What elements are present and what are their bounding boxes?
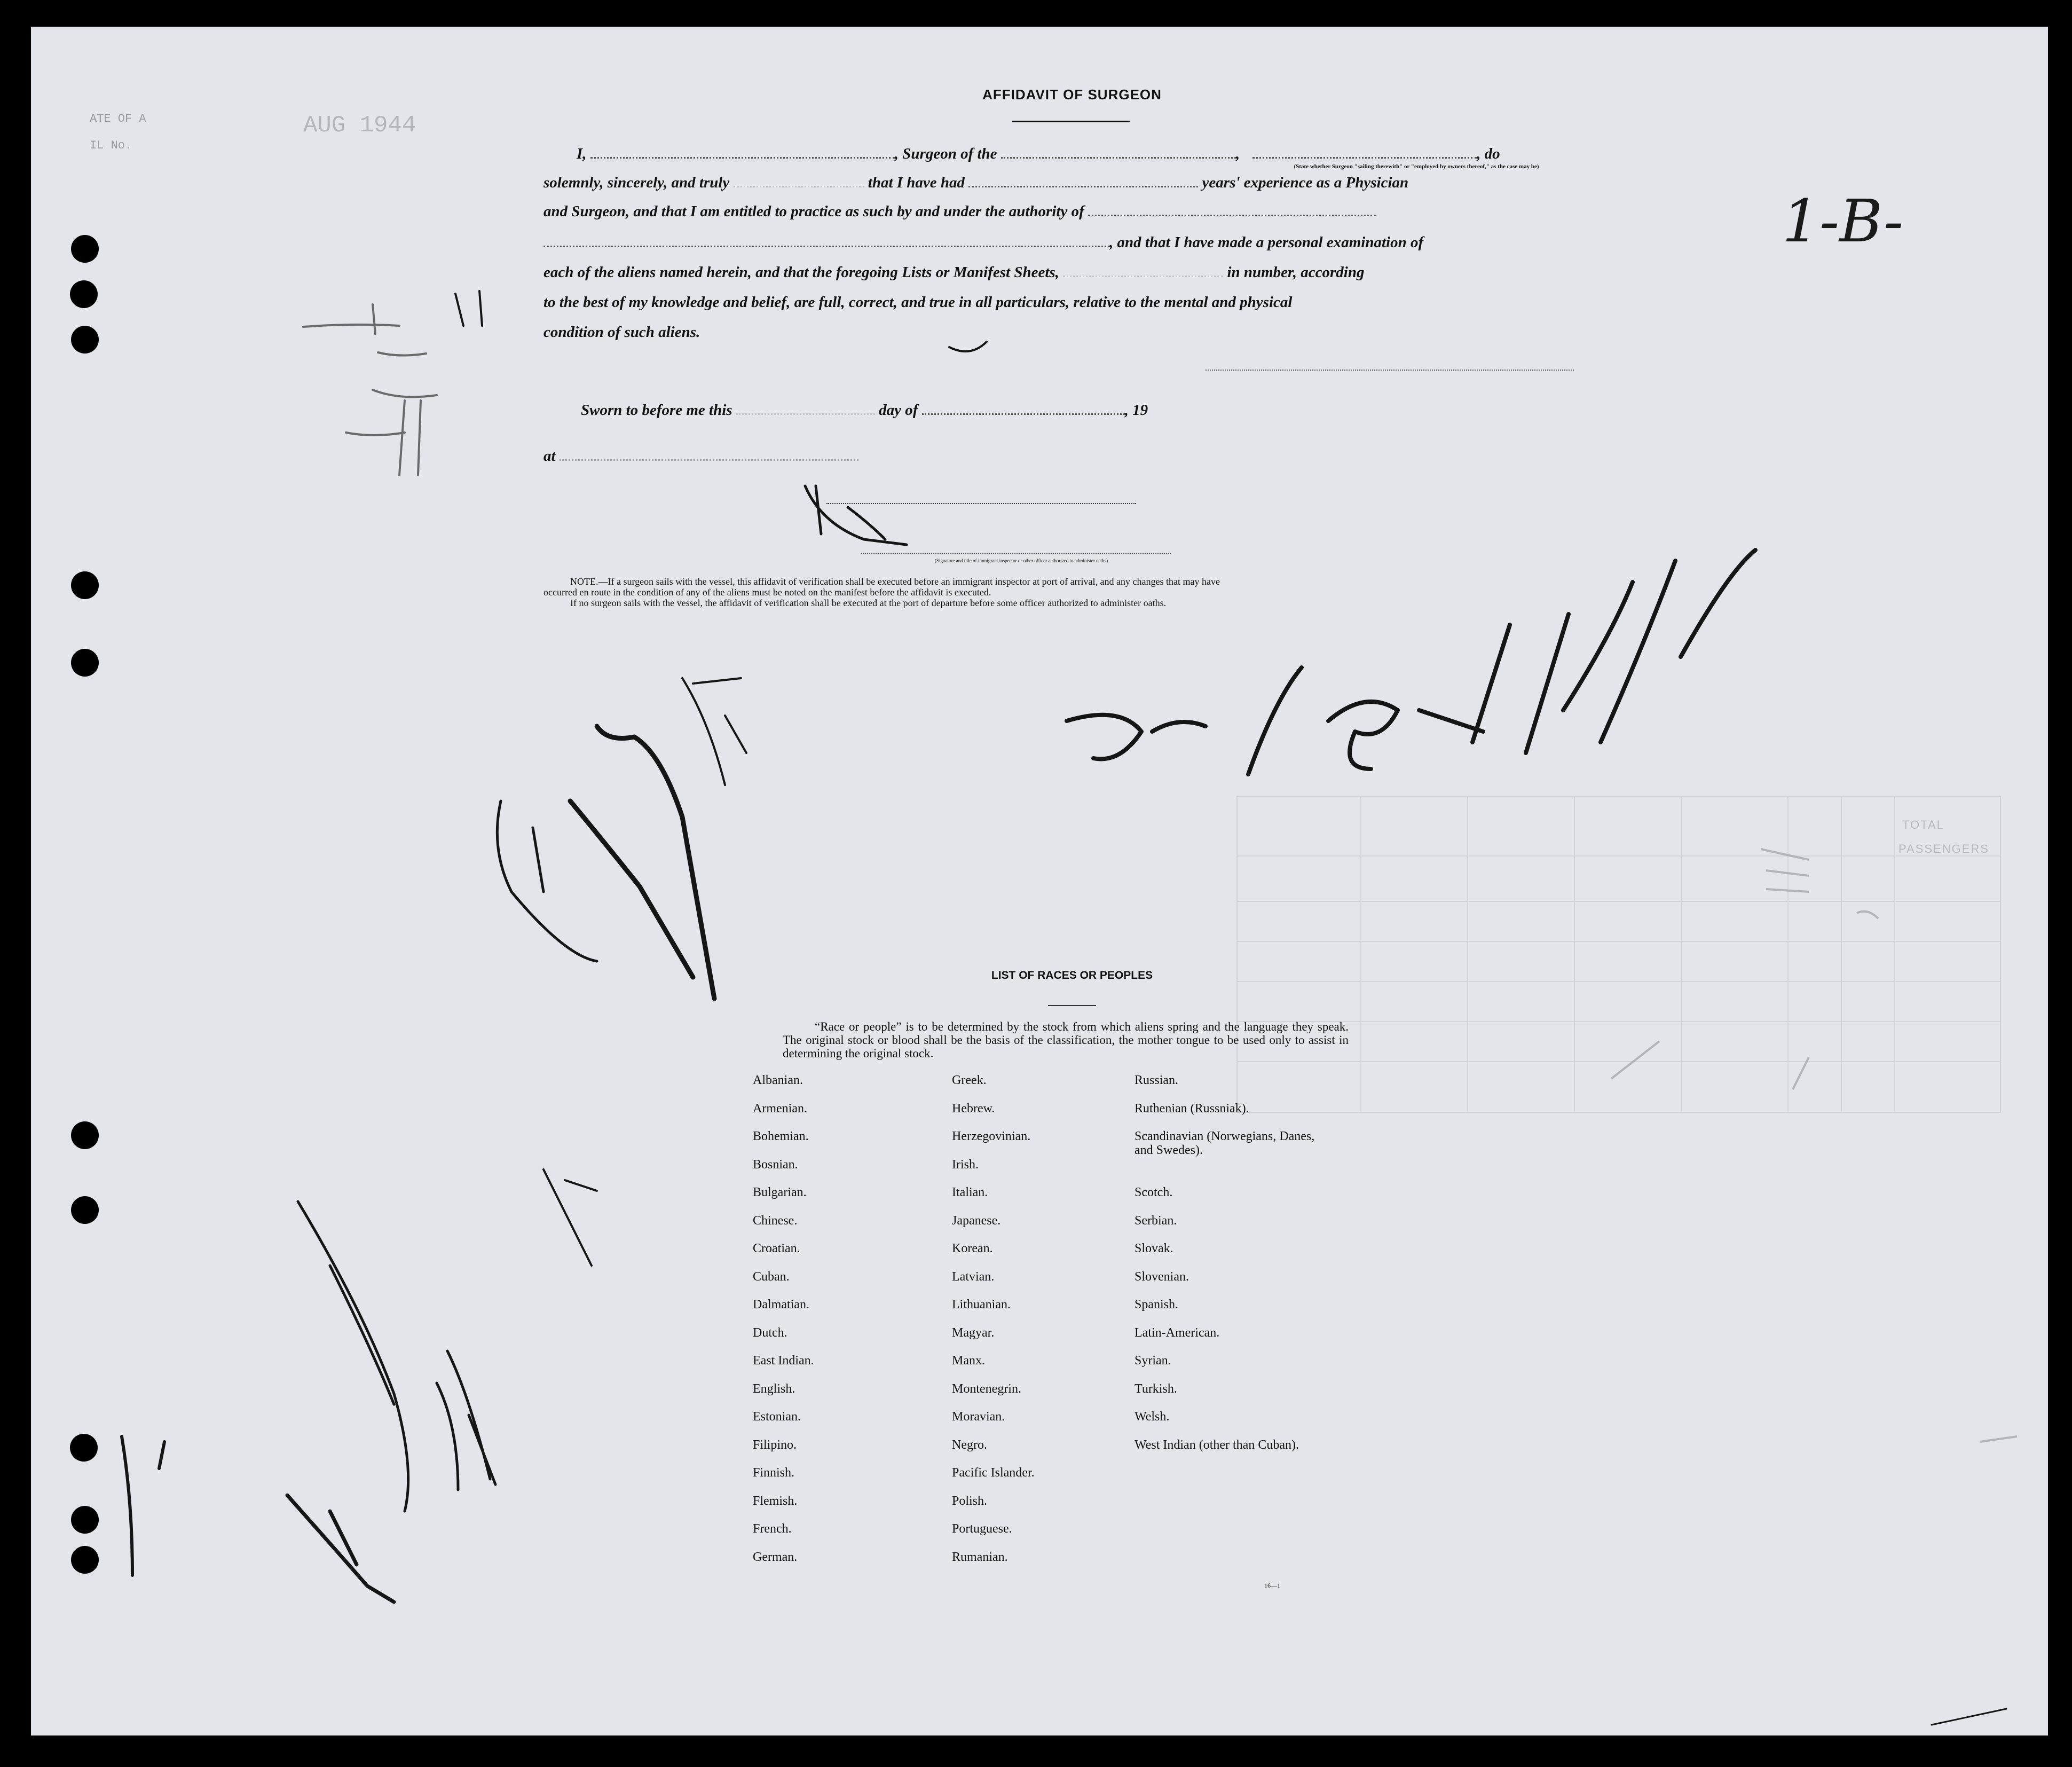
text: each of the aliens named herein, and that the foregoing Lists or Manifest Sheets,: [543, 264, 1059, 281]
race-item: Flemish.: [753, 1494, 798, 1508]
total-label: TOTAL: [1902, 818, 1944, 831]
race-item: Negro.: [952, 1438, 987, 1452]
race-item: Japanese.: [952, 1213, 1001, 1228]
races-title: LIST OF RACES OR PEOPLES: [991, 969, 1153, 981]
race-item: Armenian.: [753, 1101, 807, 1116]
passengers-label: PASSENGERS: [1898, 842, 1989, 855]
handwritten-stroke: [1932, 1709, 2006, 1725]
stamp-label: ATE OF A: [90, 112, 146, 125]
note-line-1: NOTE.—If a surgeon sails with the vessel, this affidavit of verification shall be executed before an immigrant inspector at port of arrival, and any changes that may have: [570, 576, 1220, 587]
race-item: Latvian.: [952, 1269, 995, 1284]
note-line-3: If no surgeon sails with the vessel, the affidavit of verification shall be executed at the port of departure before some officer authorized to administer oaths.: [570, 598, 1167, 608]
race-item: Bosnian.: [753, 1157, 798, 1172]
race-item: Dutch.: [753, 1325, 787, 1340]
race-item: Turkish.: [1135, 1381, 1177, 1396]
manifest-page: [31, 27, 2048, 1735]
affidavit-line-1: I, , Surgeon of the , , do: [577, 145, 1500, 162]
text: at: [543, 447, 556, 465]
race-item: East Indian.: [753, 1354, 814, 1368]
page-title: AFFIDAVIT OF SURGEON: [982, 87, 1162, 103]
text: I,: [577, 145, 587, 162]
text: years' experience as a Physician: [1202, 174, 1409, 191]
signature-caption: (Signature and title of immigrant inspector or other officer authorized to administer oaths): [934, 558, 1108, 563]
text: solemnly, sincerely, and truly: [543, 174, 730, 191]
race-item: Korean.: [952, 1242, 993, 1255]
handwritten-stroke: [805, 486, 907, 545]
bracket-note: (State whether Surgeon "sailing therewith" or "employed by owners thereof," as the case may be): [1294, 163, 1539, 170]
top-right-mark: 1-B-: [1782, 187, 1904, 255]
race-item: Italian.: [952, 1185, 988, 1199]
race-item: Slovak.: [1135, 1242, 1173, 1255]
race-item: Irish.: [952, 1157, 979, 1172]
handwritten-numeral: [1067, 550, 1755, 774]
race-item: Finnish.: [753, 1466, 795, 1480]
race-item: Greek.: [952, 1073, 987, 1087]
race-item: Herzegovinian.: [952, 1129, 1031, 1143]
race-item: Spanish.: [1135, 1298, 1179, 1311]
race-item: Hebrew.: [952, 1101, 995, 1116]
race-item: Latin-American.: [1135, 1325, 1220, 1340]
race-item: Pacific Islander.: [952, 1466, 1035, 1480]
form-number: 16—1: [1264, 1582, 1280, 1589]
handwritten-mark: [455, 291, 987, 351]
race-item: Moravian.: [952, 1410, 1005, 1424]
race-item: German.: [753, 1550, 798, 1564]
text: to the best of my knowledge and belief, are full, correct, and true in all particulars, relative to the mental and physical: [543, 294, 1293, 311]
handwritten-stroke: [298, 1201, 495, 1511]
text: , do: [1477, 145, 1500, 162]
handwritten-stroke: [543, 1169, 597, 1266]
race-item: Montenegrin.: [952, 1381, 1021, 1396]
race-item: Chinese.: [753, 1213, 798, 1228]
handwritten-stroke: [682, 678, 746, 785]
race-item: Scotch.: [1135, 1185, 1173, 1199]
race-item: Bulgarian.: [753, 1185, 807, 1199]
handwritten-stroke: [287, 1495, 394, 1602]
race-item: Portuguese.: [952, 1522, 1012, 1536]
handwritten-stroke: [570, 726, 714, 999]
race-item: Serbian.: [1135, 1213, 1177, 1228]
faded-mark: [1611, 849, 2017, 1442]
race-item: Magyar.: [952, 1325, 995, 1340]
text: that I have had: [868, 174, 965, 191]
handwriting-layer: [31, 27, 2048, 1735]
race-item: West Indian (other than Cuban).: [1135, 1438, 1299, 1452]
races-intro: “Race or people” is to be determined by the stock from which aliens spring and the language they speak. The original stock or blood shall be the basis of the classification, the mother tongue to be used only to assist in determining the original stock.: [783, 1020, 1349, 1060]
race-item: Manx.: [952, 1354, 985, 1368]
text: condition of such aliens.: [543, 324, 700, 341]
race-item: Lithuanian.: [952, 1298, 1011, 1311]
text: and Surgeon, and that I am entitled to practice as such by and under the authority of: [543, 203, 1084, 220]
text: , Surgeon of the: [894, 145, 997, 162]
note-line-2: occurred en route in the condition of any of the aliens must be noted on the manifest before the affidavit is executed.: [543, 587, 991, 598]
race-item: Slovenian.: [1135, 1269, 1189, 1284]
race-item: Estonian.: [753, 1410, 801, 1424]
race-item: Filipino.: [753, 1438, 797, 1452]
handwritten-stroke: [497, 801, 597, 961]
race-item: English.: [753, 1381, 795, 1396]
text: in number, according: [1227, 264, 1365, 281]
text: day of: [879, 402, 918, 419]
stamp-label: IL No.: [90, 139, 132, 152]
text: , 19: [1124, 402, 1148, 419]
race-item: Welsh.: [1135, 1410, 1170, 1424]
race-item: Cuban.: [753, 1269, 790, 1284]
race-item: Scandinavian (Norwegians, Danes, and Swedes).: [1135, 1129, 1315, 1157]
race-item: Polish.: [952, 1494, 988, 1508]
stamp-date: AUG 1944: [303, 112, 416, 139]
race-item: Russian.: [1135, 1073, 1179, 1087]
race-item: Rumanian.: [952, 1550, 1008, 1564]
race-item: Bohemian.: [753, 1129, 809, 1143]
page-edge-mark: [122, 1436, 164, 1575]
race-item: Dalmatian.: [753, 1298, 809, 1311]
text: Sworn to before me this: [581, 402, 732, 419]
race-item: Croatian.: [753, 1242, 800, 1255]
race-item: French.: [753, 1522, 792, 1536]
race-item: Albanian.: [753, 1073, 803, 1087]
pencil-mark: [303, 304, 437, 475]
text: , and that I have made a personal examination of: [1109, 234, 1424, 251]
race-item: Ruthenian (Russniak).: [1135, 1101, 1249, 1116]
race-item: Syrian.: [1135, 1354, 1171, 1368]
